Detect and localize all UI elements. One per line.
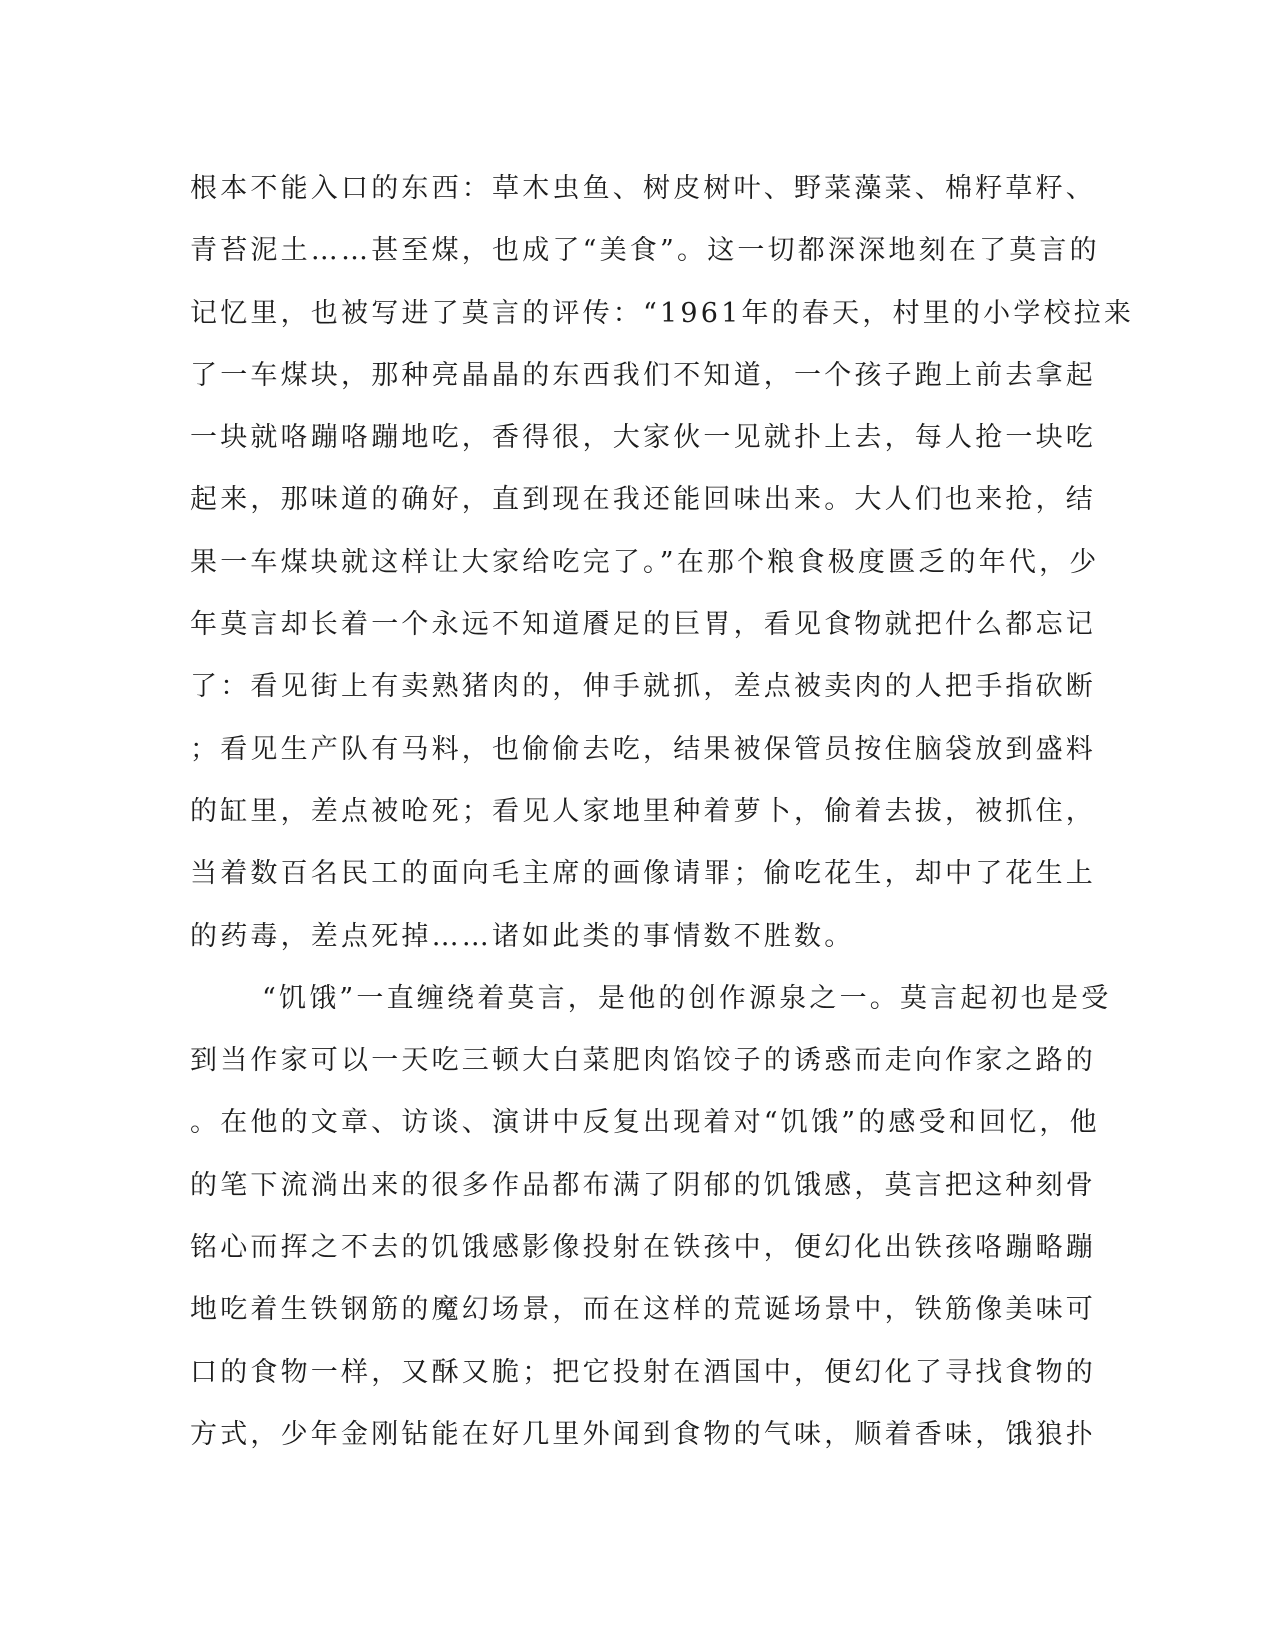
text-line: 青苔泥土……甚至煤，也成了“美食”。这一切都深深地刻在了莫言的 bbox=[190, 235, 1100, 267]
text-line: 一块就咯蹦咯蹦地吃，香得很，大家伙一见就扑上去，每人抢一块吃 bbox=[190, 422, 1096, 454]
text-line: 的药毒，差点死掉……诸如此类的事情数不胜数。 bbox=[190, 920, 855, 952]
text-line: 果一车煤块就这样让大家给吃完了。”在那个粮食极度匮乏的年代，少 bbox=[190, 546, 1100, 578]
text-line: 的笔下流淌出来的很多作品都布满了阴郁的饥饿感，莫言把这种刻骨 bbox=[190, 1169, 1096, 1201]
text-line: 年莫言却长着一个永远不知道餍足的巨胃，看见食物就把什么都忘记 bbox=[190, 609, 1096, 641]
text-line: 当着数百名民工的面向毛主席的画像请罪；偷吃花生，却中了花生上 bbox=[190, 858, 1096, 890]
text-line: 起来，那味道的确好，直到现在我还能回味出来。大人们也来抢，结 bbox=[190, 484, 1096, 516]
text-line: 。在他的文章、访谈、演讲中反复出现着对“饥饿”的感受和回忆，他 bbox=[190, 1107, 1100, 1139]
body-text bbox=[190, 158, 1135, 1466]
text-line: 方式，少年金刚钻能在好几里外闻到食物的气味，顺着香味，饿狼扑 bbox=[190, 1418, 1096, 1450]
text-line: 铭心而挥之不去的饥饿感影像投射在铁孩中，便幻化出铁孩咯蹦略蹦 bbox=[190, 1232, 1096, 1264]
text-line: 口的食物一样，又酥又脆；把它投射在酒国中，便幻化了寻找食物的 bbox=[190, 1356, 1096, 1388]
text-line: 的缸里，差点被呛死；看见人家地里种着萝卜，偷着去拔，被抓住， bbox=[190, 795, 1096, 827]
text-line: 了一车煤块，那种亮晶晶的东西我们不知道，一个孩子跑上前去拿起 bbox=[190, 359, 1096, 391]
paragraph-start-line: “饥饿”一直缠绕着莫言，是他的创作源泉之一。莫言起初也是受 bbox=[262, 982, 1112, 1014]
text-line: 地吃着生铁钢筋的魔幻场景，而在这样的荒诞场景中，铁筋像美味可 bbox=[190, 1294, 1096, 1326]
text-line: 根本不能入口的东西：草木虫鱼、树皮树叶、野菜藻菜、棉籽草籽、 bbox=[190, 173, 1096, 204]
text-line: 了：看见街上有卖熟猪肉的，伸手就抓，差点被卖肉的人把手指砍断 bbox=[190, 671, 1096, 703]
text-line: ；看见生产队有马料，也偷偷去吃，结果被保管员按住脑袋放到盛料 bbox=[190, 733, 1096, 765]
text-line: 记忆里，也被写进了莫言的评传：“1961年的春天，村里的小学校拉来 bbox=[190, 297, 1135, 329]
text-line: 到当作家可以一天吃三顿大白菜肥肉馅饺子的诱惑而走向作家之路的 bbox=[190, 1045, 1096, 1077]
